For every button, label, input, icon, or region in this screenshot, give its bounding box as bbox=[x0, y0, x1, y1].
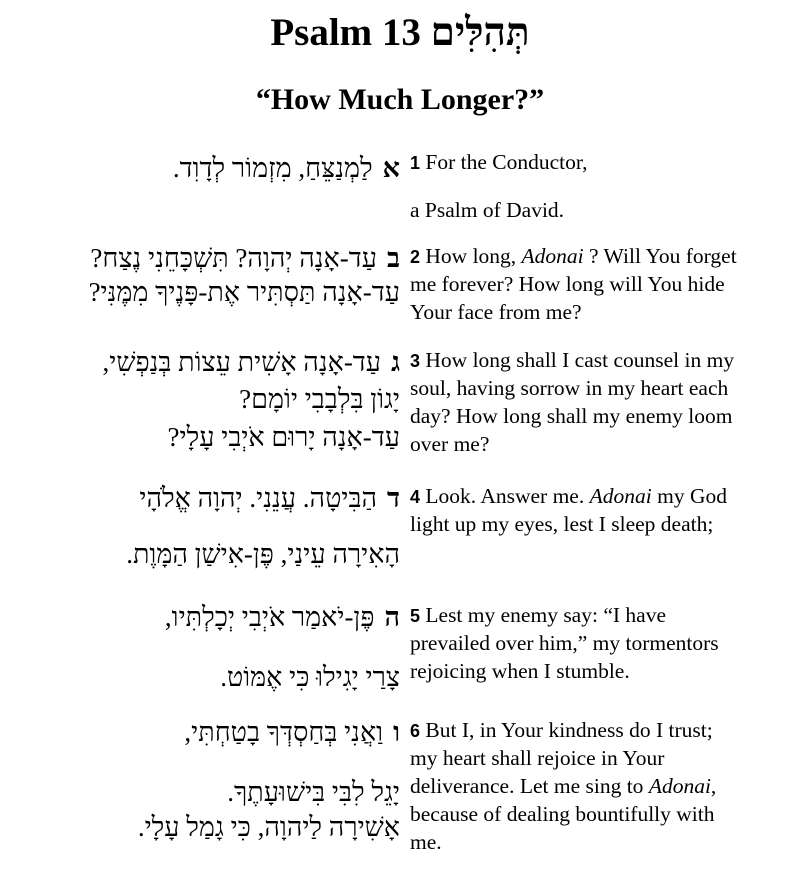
verse-number: 4 bbox=[410, 487, 421, 507]
title-english: Psalm 13 bbox=[270, 11, 421, 54]
verse-number: 3 bbox=[410, 351, 421, 371]
english-text-run: deliverance. Let me sing to bbox=[410, 774, 649, 798]
hebrew-line bbox=[165, 597, 400, 637]
english-text-run: Your face from me? bbox=[410, 300, 582, 324]
english-line bbox=[410, 772, 716, 800]
english-text-run: day? How long shall my enemy loom bbox=[410, 404, 733, 428]
hebrew-line-text: אָשִׁירָה לַיהוָה, כִּי גָמַל עָלָי. bbox=[137, 812, 400, 842]
hebrew-line bbox=[227, 772, 400, 812]
english-line bbox=[410, 629, 719, 657]
hebrew-line-text: עַד-אָנָה תַּסְתִּיר אֶת-פָּנֶיךָ מִמֶּנִּי? bbox=[88, 277, 400, 307]
english-line bbox=[410, 430, 489, 458]
hebrew-line-text: לַמְנַצֵּחַ, מִזְמוֹר לְדָוִד. bbox=[172, 153, 373, 183]
hebrew-line-text: עַד-אָנָה יָרוּם אֹיְבִי עָלָי? bbox=[167, 422, 400, 452]
hebrew-line-text: וַאֲנִי בְּחַסְדְּךָ בָטַחְתִּי, bbox=[184, 717, 384, 747]
verse-number: 6 bbox=[410, 721, 421, 741]
english-text-run: my God bbox=[651, 484, 727, 508]
english-line bbox=[410, 744, 664, 772]
hebrew-line bbox=[168, 417, 400, 457]
english-text-run: light up my eyes, lest I sleep death; bbox=[410, 512, 714, 536]
hebrew-line bbox=[239, 379, 400, 419]
english-text-run: over me? bbox=[410, 432, 490, 456]
english-line bbox=[410, 346, 734, 375]
hebrew-line-text: הָאִירָה עֵינַי, פֶּן-אִישַׁן הַמָּוֶת. bbox=[126, 539, 400, 569]
english-line bbox=[410, 482, 727, 511]
english-line bbox=[410, 196, 564, 224]
english-text-run: How long, bbox=[425, 244, 522, 268]
hebrew-line-text: פֶּן-יֹאמַר אֹיְבִי יְכָלְתִּיו, bbox=[164, 602, 375, 632]
hebrew-line-text: הַבִּיטָה. עֲנֵנִי. יְהוָה אֱלֹהָי bbox=[139, 483, 377, 513]
hebrew-line bbox=[103, 342, 401, 382]
verse-letter: ה bbox=[384, 602, 400, 632]
verse-letter: ד bbox=[387, 483, 400, 513]
hebrew-line bbox=[89, 272, 400, 312]
hebrew-line-text: צָרַי יָגִילוּ כִּי אֶמּוֹט. bbox=[220, 662, 400, 692]
english-line bbox=[410, 510, 713, 538]
english-line bbox=[410, 657, 630, 685]
english-line bbox=[410, 828, 442, 856]
divine-name: Adonai bbox=[589, 484, 652, 508]
hebrew-line bbox=[139, 478, 400, 518]
english-line bbox=[410, 148, 588, 177]
english-text-run: Look. Answer me. bbox=[425, 484, 590, 508]
english-line bbox=[410, 601, 666, 630]
hebrew-line bbox=[220, 657, 400, 697]
page-title bbox=[0, 8, 800, 58]
verse-number: 1 bbox=[410, 153, 421, 173]
hebrew-line-text: יָגֵל לִבִּי בִּישׁוּעָתֶךָ. bbox=[227, 777, 400, 807]
english-line bbox=[410, 242, 737, 271]
english-text-run: For the Conductor, bbox=[425, 150, 588, 174]
hebrew-line-text: עַד-אָנָה יְהוָה? תִּשְׁכָּחֵנִי נֶצַח? bbox=[90, 243, 377, 273]
hebrew-line bbox=[184, 712, 400, 752]
english-text-run: Lest my enemy say: “I have bbox=[425, 603, 666, 627]
verse-letter: א bbox=[382, 153, 400, 183]
verse-letter: ב bbox=[386, 243, 400, 273]
page-subtitle: “How Much Longer?” bbox=[255, 83, 545, 116]
divine-name: Adonai bbox=[648, 774, 711, 798]
english-text-run: a Psalm of David. bbox=[410, 198, 565, 222]
divine-name: Adonai bbox=[521, 244, 584, 268]
title-hebrew: תְּהִלִּים bbox=[430, 11, 530, 54]
english-text-run: rejoicing when I stumble. bbox=[410, 659, 630, 683]
english-text-run: But I, in Your kindness do I trust; bbox=[425, 718, 713, 742]
verse-number: 2 bbox=[410, 247, 421, 267]
english-text-run: soul, having sorrow in my heart each bbox=[410, 376, 729, 400]
english-text-run: How long shall I cast counsel in my bbox=[425, 348, 735, 372]
english-line bbox=[410, 298, 582, 326]
english-line bbox=[410, 270, 725, 298]
english-line bbox=[410, 402, 732, 430]
english-text-run: my heart shall rejoice in Your bbox=[410, 746, 665, 770]
english-text-run: because of dealing bountifully with bbox=[410, 802, 715, 826]
english-text-run: me forever? How long will You hide bbox=[410, 272, 725, 296]
verse-letter: ו bbox=[393, 717, 400, 747]
hebrew-line bbox=[126, 534, 400, 574]
english-text-run: ? Will You forget bbox=[583, 244, 737, 268]
hebrew-line-text: יָגוֹן בִּלְבָבִי יוֹמָם? bbox=[239, 384, 400, 414]
english-line bbox=[410, 374, 728, 402]
english-line bbox=[410, 716, 713, 745]
english-text-run: me. bbox=[410, 830, 442, 854]
verse-number: 5 bbox=[410, 606, 421, 626]
verse-letter: ג bbox=[391, 347, 400, 377]
hebrew-line-text: עַד-אָנָה אָשִׁית עֵצוֹת בְּנַפְשִׁי, bbox=[102, 347, 382, 377]
hebrew-line bbox=[173, 148, 400, 188]
hebrew-line bbox=[138, 807, 400, 847]
english-text-run: , bbox=[710, 774, 717, 798]
english-line bbox=[410, 800, 715, 828]
english-text-run: prevailed over him,” my tormentors bbox=[410, 631, 719, 655]
